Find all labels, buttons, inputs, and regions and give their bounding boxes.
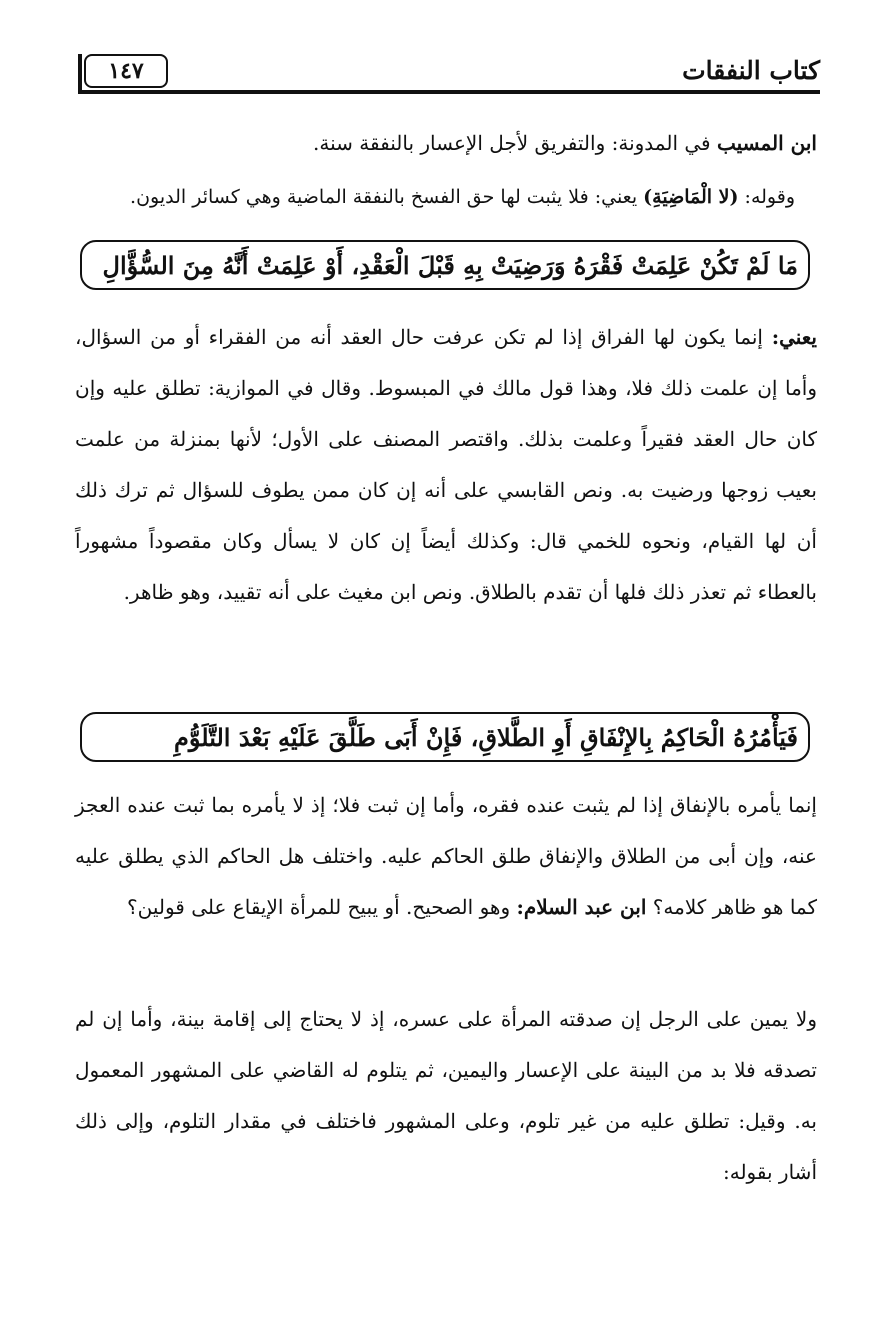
paragraph-3-lead: يعني: — [771, 325, 817, 349]
quoted-phrase: (لا الْمَاضِيَةِ) — [643, 186, 739, 208]
scholar-name-2: ابن عبد السلام: — [516, 895, 647, 919]
paragraph-5-text: ولا يمين على الرجل إن صدقته المرأة على عسره، إذ لا يحتاج إلى إقامة بينة، وأما إن لم تصدقه فلا بد من البينة على الإعسار واليمين، ثم يتلوم له القاضي على المشهور المعمول به. وقيل: تطلق عليه من غير تلوم، وعلى المشهور فاختلف في مقدار التلوم، وإلى ذلك أشار بقوله: — [75, 1007, 817, 1184]
header-divider — [78, 90, 820, 94]
paragraph-3-text: إنما يكون لها الفراق إذا لم تكن عرفت حال العقد أنه من الفقراء أو من السؤال، وأما إن علمت ذلك فلا، وهذا قول مالك في المبسوط. وقال في الموازية: تطلق عليه وإن كان حال العقد فقيراً وعلمت بذلك. واقتصر المصنف على الأول؛ لأنها بمنزلة من علمت بعيب زوجها ورضيت به. ونص القابسي على أنه إن كان ممن يطوف للسؤال ثم ترك ذلك أن لها القيام، ونحوه للخمي قال: وكذلك أيضاً إن كان لا يسأل وكان مقصوداً مشهوراً بالعطاء ثم تعذر ذلك فلها أن تقدم بالطلاق. ونص ابن مغيث على أنه تقييد، وهو ظاهر. — [75, 325, 817, 604]
paragraph-2-lead: وقوله: — [738, 186, 795, 208]
chapter-title: كتاب النفقات — [682, 56, 820, 85]
paragraph-4-text-a: إنما يأمره بالإنفاق إذا لم يثبت عنده فقره، وأما إن ثبت فلا؛ إذ لا يأمره بما ثبت عنده العجز عنه، وإن أبى من الطلاق والإنفاق طلق الحاكم عليه. واختلف هل الحاكم الذي يطلق عليه كما هو ظاهر كلامه؟ — [75, 793, 817, 919]
header-divider-cap — [78, 54, 82, 94]
matn-verse-2: فَيَأْمُرُهُ الْحَاكِمُ بِالإِنْفَاقِ أَوِ الطَّلاقِ، فَإِنْ أَبَى طَلَّقَ عَلَيْهِ بَعْدَ التَّلَوُّمِ — [80, 712, 810, 762]
paragraph-5 — [75, 994, 817, 1198]
paragraph-1-text: في المدونة: والتفريق لأجل الإعسار بالنفقة سنة. — [313, 131, 717, 155]
paragraph-2 — [75, 172, 795, 223]
paragraph-4 — [75, 780, 817, 933]
paragraph-2-text: يعني: فلا يثبت لها حق الفسخ بالنفقة الماضية وهي كسائر الديون. — [130, 186, 644, 208]
paragraph-1 — [75, 118, 817, 169]
paragraph-4-text-b: وهو الصحيح. أو يبيح للمرأة الإيقاع على قولين؟ — [126, 895, 517, 919]
matn-verse-1: مَا لَمْ تَكُنْ عَلِمَتْ فَقْرَهُ وَرَضِيَتْ بِهِ قَبْلَ الْعَقْدِ، أَوْ عَلِمَتْ أَنَّهُ مِنَ السُّؤَّالِ — [80, 240, 810, 290]
page-number: ١٤٧ — [84, 54, 168, 88]
paragraph-3 — [75, 312, 817, 618]
scholar-name: ابن المسيب — [716, 131, 817, 155]
page-header — [78, 52, 820, 96]
